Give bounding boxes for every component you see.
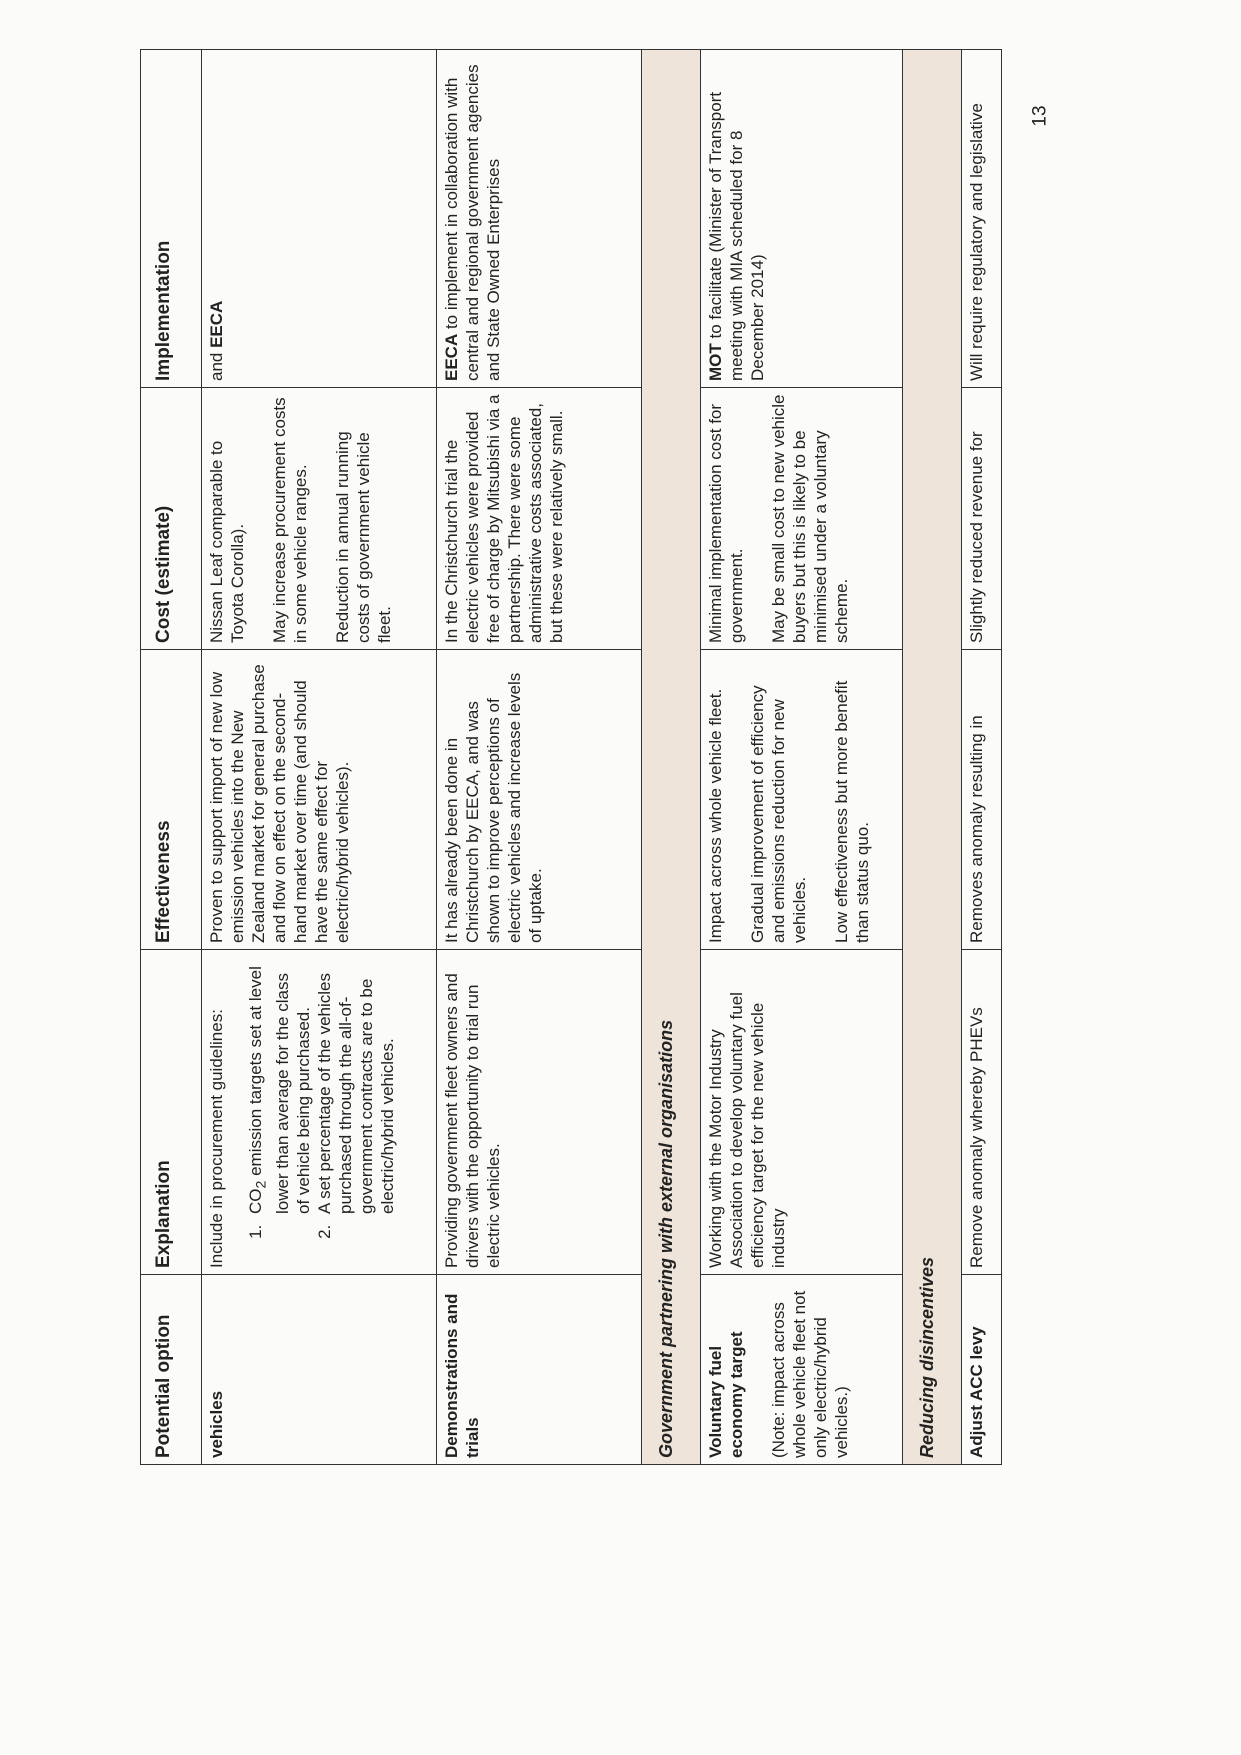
paragraph: Low effectiveness but more benefit than status quo. — [832, 680, 872, 943]
paragraph: Reduction in annual running costs of government vehicle fleet. — [333, 431, 394, 643]
effectiveness-cell: Removes anomaly resulting in — [962, 650, 1002, 950]
effectiveness-cell — [437, 650, 642, 950]
header-cost: Cost (estimate) — [141, 388, 202, 650]
paragraph: Nissan Leaf comparable to Toyota Corolla). — [207, 440, 247, 643]
option-note: (Note: impact across whole vehicle fleet not only electric/hybrid vehicles.) — [769, 1290, 851, 1458]
table-row — [962, 50, 1002, 1465]
explanation-list — [245, 956, 398, 1268]
header-explanation: Explanation — [141, 950, 202, 1275]
paragraph: May be small cost to new vehicle buyers but this is likely to be minimised under a voluntary scheme. — [769, 394, 851, 643]
effectiveness-cell — [701, 650, 903, 950]
item-text: emission targets set at level lower than average for the class of vehicle being purchased. — [246, 966, 314, 1214]
section-heading: Government partnering with external organisations — [642, 50, 701, 1465]
explanation-cell: Remove anomaly whereby PHEVs — [962, 950, 1002, 1275]
table-row — [437, 50, 642, 1465]
paragraph: Proven to support import of new low emission vehicles into the New Zealand market for general purchase and flow on effect on the second-hand market over time (and should have the same effect for electric/hybrid vehicles). — [207, 664, 352, 943]
impl-text: to facilitate (Minister of Transport meeting with MIA scheduled for 8 December 2014) — [706, 91, 767, 381]
table-row — [202, 50, 437, 1465]
implementation-cell — [202, 50, 437, 388]
header-row — [141, 50, 202, 1465]
option-cell: Demonstrations and trials — [437, 1275, 642, 1465]
list-item — [245, 956, 314, 1220]
impl-text: and — [207, 347, 226, 381]
explanation-cell — [202, 950, 437, 1275]
table-row — [701, 50, 903, 1465]
option-cell — [701, 1275, 903, 1465]
paragraph: Gradual improvement of efficiency and emissions reduction for new vehicles. — [748, 685, 809, 943]
implementation-cell — [701, 50, 903, 388]
explanation-cell: Providing government fleet owners and drivers with the opportunity to trial run electric vehicles. — [437, 950, 642, 1275]
policy-options-table — [140, 49, 1002, 1465]
paragraph: It has already been done in Christchurch by EECA, and was shown to improve perceptions of electric vehicles and increase levels of uptake. — [442, 672, 545, 943]
rotated-table-page — [140, 50, 986, 1465]
option-cell: vehicles — [202, 1275, 437, 1465]
header-implementation: Implementation — [141, 50, 202, 388]
explanation-intro: Include in procurement guidelines: — [207, 1009, 226, 1268]
co2-subscript: 2 — [253, 1180, 270, 1189]
paragraph: Impact across whole vehicle fleet. — [706, 688, 725, 943]
cost-cell: Slightly reduced revenue for — [962, 388, 1002, 650]
agency-name: EECA — [442, 333, 461, 381]
list-item: 2. A set percentage of the vehicles purchased through the all-of-government contracts are to be electric/hybrid vehicles. — [314, 956, 398, 1220]
co2-text: CO — [246, 1188, 265, 1214]
page-number: 13 — [1029, 105, 1051, 127]
implementation-cell: Will require regulatory and legislative — [962, 50, 1002, 388]
effectiveness-cell — [202, 650, 437, 950]
header-potential-option: Potential option — [141, 1275, 202, 1465]
paragraph: May increase procurement costs in some vehicle ranges. — [270, 397, 310, 643]
implementation-cell — [437, 50, 642, 388]
explanation-cell: Working with the Motor Industry Association to develop voluntary fuel efficiency target for the new vehicle industry — [701, 950, 903, 1275]
agency-name: EECA — [207, 300, 226, 348]
option-title: Voluntary fuel economy target — [706, 1331, 746, 1458]
cost-cell — [701, 388, 903, 650]
cost-cell — [202, 388, 437, 650]
option-cell: Adjust ACC levy — [962, 1275, 1002, 1465]
header-effectiveness: Effectiveness — [141, 650, 202, 950]
section-heading: Reducing disincentives — [903, 50, 962, 1465]
paragraph: Minimal implementation cost for government. — [706, 403, 746, 643]
section-row — [903, 50, 962, 1465]
section-row — [642, 50, 701, 1465]
paragraph: In the Christchurch trial the electric vehicles were provided free of charge by Mitsubishi via a partnership. There were some administrative costs associated, but these were relatively small. — [442, 394, 566, 643]
impl-text: to implement in collaboration with central and regional government agencies and State Owned Enterprises — [442, 64, 503, 381]
cost-cell — [437, 388, 642, 650]
agency-name: MOT — [706, 343, 725, 381]
